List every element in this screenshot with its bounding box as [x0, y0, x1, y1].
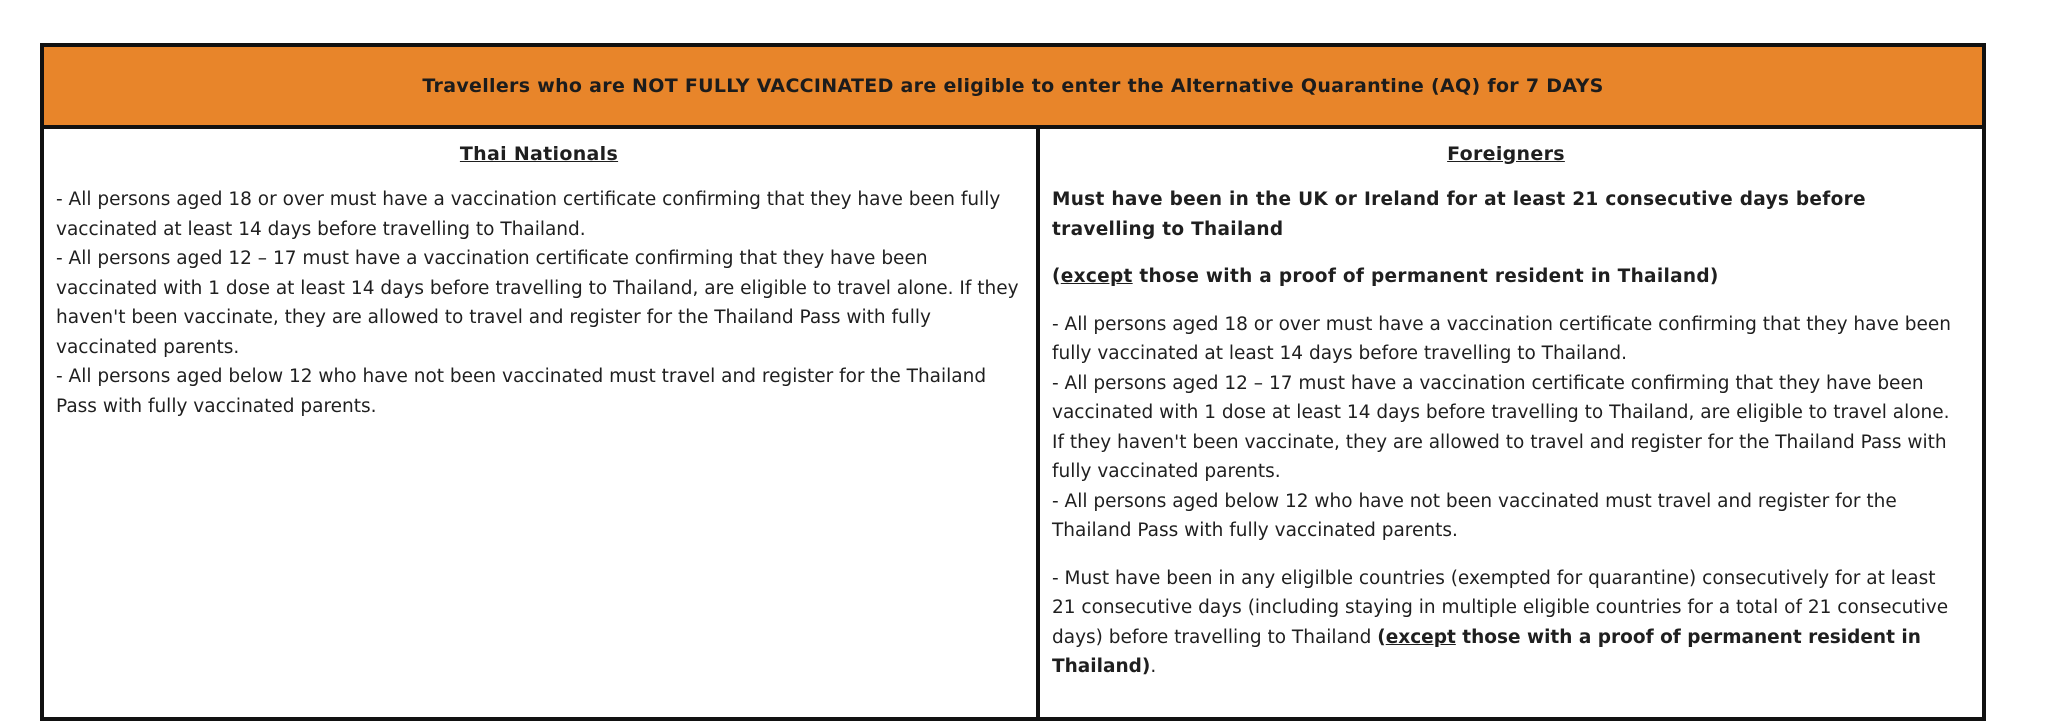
foreigners-stay-requirement: Must have been in the UK or Ireland for at least 21 consecutive days before travelling to Thailand — [1052, 189, 1866, 240]
foreigners-requirements — [1052, 310, 1960, 546]
list-item: - All persons aged 18 or over must have a vaccination certificate confirming that they have been fully vaccinated at least 14 days before travelling to Thailand. — [56, 189, 1001, 240]
aq-eligibility-table — [40, 43, 1986, 721]
table-header — [44, 47, 1982, 129]
eligible-countries-requirement: - Must have been in any eligilble countries (exempted for quarantine) consecutively for at least 21 consecutive days (including staying in multiple eligible countries for a total of 21 consecutive days) before travelling to Thailand (except those with a proof of permanent resident in Thailand). — [1052, 567, 1949, 677]
permanent-resident-exception: (except those with a proof of permanent resident in Thailand) — [1052, 266, 1719, 287]
list-item: - All persons aged 12 – 17 must have a vaccination certificate confirming that they have been vaccinated with 1 dose at least 14 days before travelling to Thailand, are eligible to travel alone. If they haven't been vaccinate, they are allowed to travel and register for the Thailand Pass with fully vaccinated parents. — [56, 248, 1019, 358]
countries-exception: (except those with a proof of permanent resident in Thailand) — [1052, 626, 1921, 677]
table-columns — [44, 129, 1982, 721]
thai-nationals-title: Thai Nationals — [459, 143, 619, 165]
list-item: - All persons aged 18 or over must have a vaccination certificate confirming that they have been fully vaccinated at least 14 days before travelling to Thailand. — [1052, 313, 1951, 364]
foreigners-column — [1040, 129, 1982, 721]
except-keyword: except — [1060, 266, 1133, 287]
thai-nationals-column — [44, 129, 1040, 721]
thai-nationals-requirements — [56, 185, 1022, 421]
except-keyword: except — [1385, 626, 1456, 648]
list-item: - All persons aged below 12 who have not been vaccinated must travel and register for the Thailand Pass with fully vaccinated parents. — [1052, 490, 1897, 541]
header-title: Travellers who are NOT FULLY VACCINATED are eligible to enter the Alternative Quarantine (AQ) for 7 DAYS — [422, 75, 1604, 97]
list-item: - All persons aged below 12 who have not been vaccinated must travel and register for the Thailand Pass with fully vaccinated parents. — [56, 366, 987, 417]
list-item: - All persons aged 12 – 17 must have a vaccination certificate confirming that they have been vaccinated with 1 dose at least 14 days before travelling to Thailand, are eligible to travel alone. If they haven't been vaccinate, they are allowed to travel and register for the Thailand Pass with fully vaccinated parents. — [1052, 372, 1950, 482]
foreigners-title: Foreigners — [1447, 143, 1565, 165]
